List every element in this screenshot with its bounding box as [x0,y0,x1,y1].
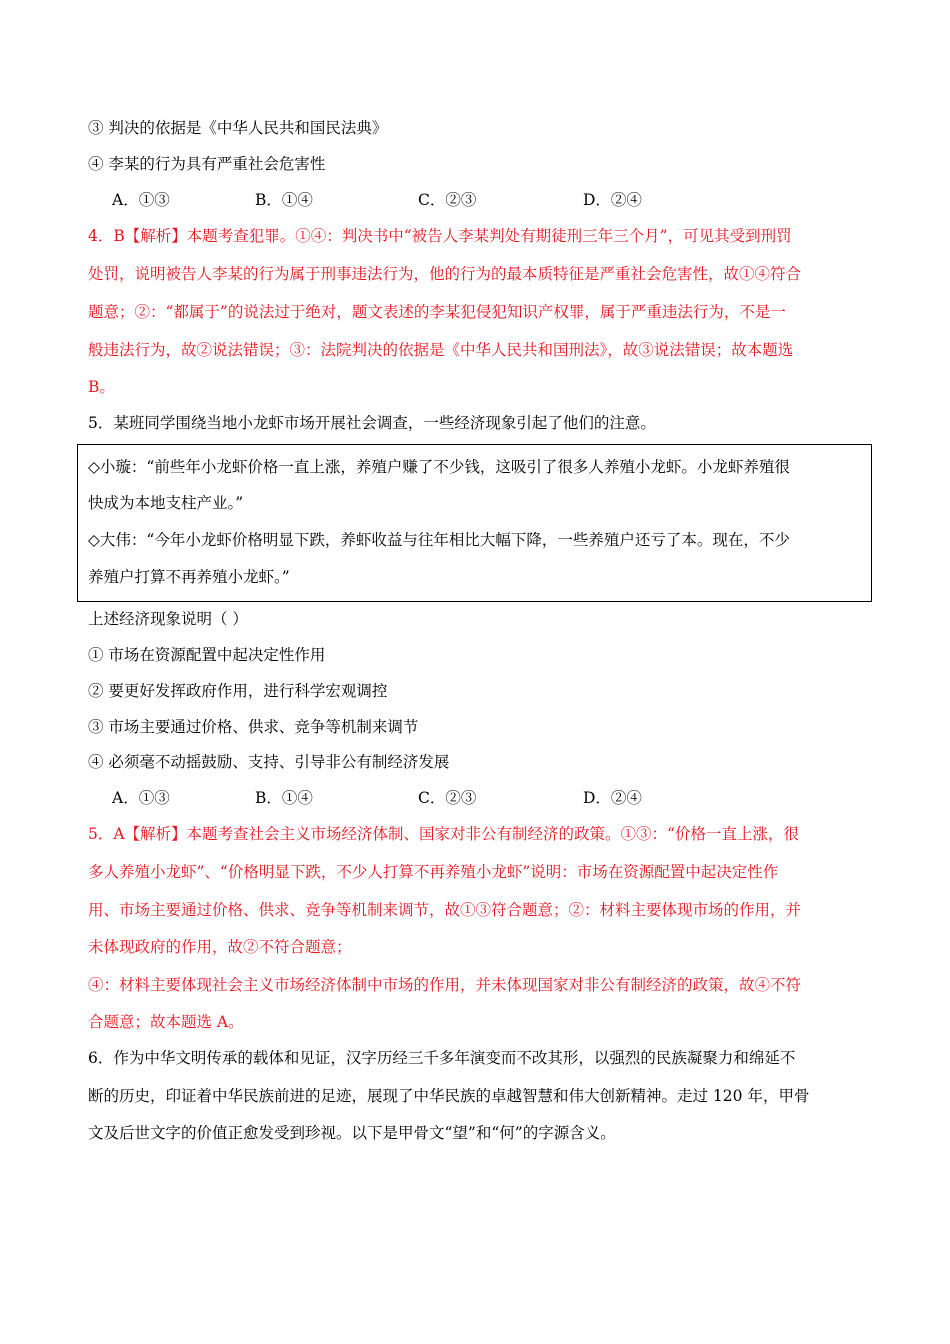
q5-answer-line: 未体现政府的作用，故②不符合题意； [88,938,352,956]
q4-answer-line: B。 [88,378,115,396]
q5-statement-2: ② 要更好发挥政府作用，进行科学宏观调控 [88,682,388,700]
q4-option-c: C．②③ [418,191,477,209]
q5-answer-line: 多人养殖小龙虾”、“价格明显下跌，不少人打算不再养殖小龙虾”说明：市场在资源配置中起决定性作 [88,863,779,881]
q4-option-b: B．①④ [255,191,313,209]
q5-option-c: C．②③ [418,789,477,807]
q4-option-a: A．①③ [112,191,170,209]
q5-statement-3: ③ 市场主要通过价格、供求、竞争等机制来调节 [88,718,419,736]
q5-option-b: B．①④ [255,789,313,807]
q5-question: 上述经济现象说明（ ） [88,610,248,628]
q5-statement-4: ④ 必须毫不动摇鼓励、支持、引导非公有制经济发展 [88,753,450,771]
q4-statement-3: ③ 判决的依据是《中华人民共和国民法典》 [88,119,388,137]
q5-material-line: ◇大伟：“今年小龙虾价格明显下跌，养虾收益与往年相比大幅下降，一些养殖户还亏了本。现在，不少 [88,531,790,549]
q4-answer-line: 4．B【解析】本题考查犯罪。①④：判决书中“被告人李某判处有期徒刑三年三个月”，可见其受到刑罚 [88,227,792,245]
q5-option-d: D．②④ [583,789,642,807]
q6-stem-line: 文及后世文字的价值正愈发受到珍视。以下是甲骨文“望”和“何”的字源含义。 [88,1124,616,1142]
q4-statement-4: ④ 李某的行为具有严重社会危害性 [88,155,326,173]
q4-answer-line: 般违法行为，故②说法错误；③：法院判决的依据是《中华人民共和国刑法》，故③说法错误；故本题选 [88,341,794,359]
q6-stem-line: 6．作为中华文明传承的载体和见证，汉字历经三千多年演变而不改其形，以强烈的民族凝聚力和绵延不 [88,1049,796,1067]
q5-answer-line: 合题意；故本题选 A。 [88,1013,244,1031]
q5-stem: 5．某班同学围绕当地小龙虾市场开展社会调查，一些经济现象引起了他们的注意。 [88,414,656,432]
q6-stem-line: 断的历史，印证着中华民族前进的足迹，展现了中华民族的卓越智慧和伟大创新精神。走过 120 年，甲骨 [88,1087,810,1105]
q5-material-line: 养殖户打算不再养殖小龙虾。” [88,568,290,586]
q5-answer-line: ④：材料主要体现社会主义市场经济体制中市场的作用，并未体现国家对非公有制经济的政策，故④不符 [88,976,802,994]
q5-material-line: 快成为本地支柱产业。” [88,494,244,512]
q4-answer-line: 题意；②：“都属于”的说法过于绝对，题文表述的李某犯侵犯知识产权罪，属于严重违法行为，不是一 [88,303,786,321]
q5-answer-line: 用、市场主要通过价格、供求、竞争等机制来调节，故①③符合题意；②：材料主要体现市场的作用，并 [88,901,802,919]
q5-material-box [77,444,872,602]
q5-option-a: A．①③ [112,789,170,807]
q4-option-d: D．②④ [583,191,642,209]
q5-answer-line: 5．A【解析】本题考查社会主义市场经济体制、国家对非公有制经济的政策。①③：“价格一直上涨，很 [88,825,799,843]
q5-material-line: ◇小璇：“前些年小龙虾价格一直上涨，养殖户赚了不少钱，这吸引了很多人养殖小龙虾。小龙虾养殖很 [88,458,790,476]
q4-answer-line: 处罚，说明被告人李某的行为属于刑事违法行为，他的行为的最本质特征是严重社会危害性，故①④符合 [88,265,802,283]
q5-statement-1: ① 市场在资源配置中起决定性作用 [88,646,326,664]
